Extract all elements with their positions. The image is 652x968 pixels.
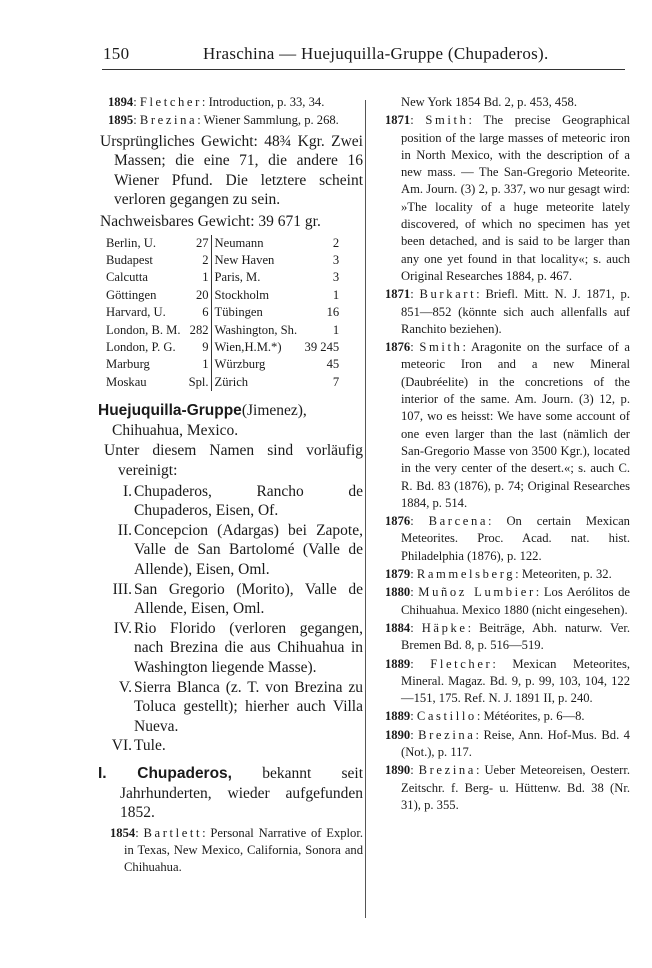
collection-row bbox=[106, 269, 341, 286]
chupaderos-references bbox=[108, 825, 363, 877]
collection-name: Würzburg bbox=[211, 356, 305, 373]
verified-weight-line: Nachweisbares Gewicht: 39 671 gr. bbox=[100, 212, 321, 230]
collection-amount: 3 bbox=[332, 252, 340, 267]
reference-entry: 1890: Brezina: Ueber Meteoreisen, Oesterr. Zeitschr. f. Berg- u. Hüttenw. Bd. 38 (Nr. 31), p. 355. bbox=[385, 763, 631, 812]
ref-year: 1890 bbox=[385, 727, 411, 742]
reference-entry: 1879: Rammelsberg: Meteoriten, p. 32. bbox=[385, 567, 612, 582]
chupaderos-description: bekannt seit Jahrhunderten, wieder aufgefunden 1852. bbox=[120, 764, 364, 822]
reference-entry: 1871: Smith: The precise Geographical position of the large masses of meteoric iron in North Mexico, with the description of a new mass. — The San-Gregorio Meteorite. Am. Journ. (3) 2, p. 337, wo nur gesagt wird: »The locality of a huge meteorite lately discovered, of which no specimen has yet been detached, and is said to be larger than any one yet found in that locality«; s. auch Original Researches 1884, p. 467. bbox=[385, 113, 630, 283]
left-column bbox=[98, 94, 364, 878]
chupaderos-title: I. Chupaderos, bbox=[98, 764, 232, 782]
ref-text: Aragonite on the surface of a meteoric Iron and a new Mineral (Daubréelite) in the concretions of the interior of the same. Am. Journ. (3) 12, p. 107, wo es heisst: We have some account of one even larger than the last (nämlich der San-Gregorio Masse von 3500 Kgr.), located in the very center of the desert.«; s. auch C. R. Bd. 83 (1876), p. 74; Original Researches 1884, p. 514. bbox=[401, 340, 631, 510]
right-column bbox=[385, 94, 630, 815]
collection-row bbox=[106, 287, 341, 304]
member-item bbox=[108, 736, 363, 756]
member-number: II. bbox=[117, 521, 132, 539]
ref-year: 1880 bbox=[385, 585, 411, 600]
ref-year: 1889 bbox=[385, 709, 411, 724]
member-text: Tule. bbox=[134, 737, 166, 755]
collection-amount: 1 bbox=[332, 287, 340, 302]
reference-entry: 1894: Fletcher: Introduction, p. 33, 34. bbox=[108, 95, 325, 109]
collection-amount: 1 bbox=[332, 322, 340, 337]
ref-year: 1895 bbox=[108, 113, 134, 128]
reference-entry: 1890: Brezina: Reise, Ann. Hof-Mus. Bd. 4 (Not.), p. 117. bbox=[385, 727, 630, 759]
collection-row bbox=[106, 322, 341, 339]
collection-name: New Haven bbox=[211, 252, 305, 269]
collection-name: Marburg bbox=[106, 357, 150, 372]
collection-amount: 1 bbox=[202, 357, 209, 372]
ref-author: Burkart bbox=[419, 287, 477, 302]
ref-text: Los Aerólitos de Chihuahua. Mexico 1880 (nicht eingesehen). bbox=[401, 585, 631, 617]
collection-amount: 20 bbox=[195, 287, 209, 302]
ref-year: 1871 bbox=[385, 113, 411, 128]
member-text: Sierra Blanca (z. T. von Brezina zu Toluca gestellt); hierher auch Villa Nueva. bbox=[134, 678, 363, 735]
ref-year: 1871 bbox=[385, 287, 411, 302]
member-item bbox=[108, 521, 363, 580]
collection-row bbox=[106, 374, 341, 391]
page-number: 150 bbox=[103, 44, 130, 63]
chupaderos-heading bbox=[98, 764, 363, 823]
section-title-name: Huejuquilla-Gruppe bbox=[98, 402, 242, 420]
collection-amount: 2 bbox=[332, 235, 340, 250]
collection-name: Calcutta bbox=[106, 270, 148, 285]
collection-name: Göttingen bbox=[106, 287, 157, 302]
collection-name: London, P. G. bbox=[106, 340, 176, 354]
collection-amount: 27 bbox=[195, 235, 209, 250]
collection-table bbox=[106, 235, 341, 392]
ref-author: Bartlett bbox=[143, 825, 203, 840]
collection-row bbox=[106, 304, 341, 321]
collection-name: Tübingen bbox=[211, 304, 305, 321]
ref-year: 1894 bbox=[108, 95, 134, 109]
member-number: V. bbox=[118, 678, 132, 696]
original-weight-paragraph: Ursprüngliches Gewicht: 48¾ Kgr. Zwei Massen; die eine 71, die andere 16 Wiener Pfund. Die letztere scheint verloren gegangen zu sein. bbox=[100, 132, 363, 209]
member-item bbox=[108, 580, 363, 619]
ref-year: 1854 bbox=[110, 825, 136, 840]
collection-row bbox=[106, 356, 341, 373]
ref-text: On certain Mexican Meteorites. Proc. Acad. nat. hist. Philadelphia (1876), p. 122. bbox=[401, 514, 630, 563]
member-number: IV. bbox=[113, 619, 132, 637]
reference-entry: 1889: Castillo: Météorites, p. 6—8. bbox=[385, 709, 585, 724]
reference-entry: 1889: Fletcher: Mexican Meteorites, Mineral. Magaz. Bd. 9, p. 99, 103, 104, 122—151, 175. Ref. N. J. 1891 II, p. 240. bbox=[385, 656, 630, 706]
collection-amount: 3 bbox=[332, 270, 340, 285]
ref-author: Castillo bbox=[416, 709, 477, 724]
header-rule bbox=[102, 69, 625, 70]
ref-text: Mexican Meteorites, Mineral. Magaz. Bd. 9, p. 99, 103, 104, 122—151, 175. Ref. N. J. 1891 II, p. 240. bbox=[401, 656, 630, 706]
collection-amount: 2 bbox=[202, 252, 209, 267]
column-divider bbox=[365, 100, 366, 918]
ref-text: Wiener Sammlung, p. 268. bbox=[203, 113, 339, 128]
ref-author: Brezina bbox=[139, 113, 198, 128]
section-title-location: (Jimenez), Chihuahua, Mexico. bbox=[112, 402, 307, 439]
section-intro: Unter diesem Namen sind vorläufig vereinigt: bbox=[104, 442, 363, 479]
collection-name: Washington, Sh. bbox=[211, 322, 305, 339]
ref-text: Briefl. Mitt. N. J. 1871, p. 851—852 (könnte sich auch allenfalls auf Ranchito beziehen). bbox=[401, 287, 630, 336]
reference-entry: 1871: Burkart: Briefl. Mitt. N. J. 1871, p. 851—852 (könnte sich auch allenfalls auf Ranchito beziehen). bbox=[385, 287, 630, 336]
reference-entry: 1880: Muñoz Lumbier: Los Aerólitos de Chihuahua. Mexico 1880 (nicht eingesehen). bbox=[385, 585, 631, 617]
ref-author: Barcena bbox=[428, 514, 489, 529]
reference-entry: 1876: Smith: Aragonite on the surface of a meteoric Iron and a new Mineral (Daubréelite) in the concretions of the interior of the same. Am. Journ. (3) 12, p. 107, wo es heisst: We have some account of one even larger than the last (nämlich der San-Gregorio Masse von 3500 Kgr.), located in the very center of the desert.«; s. auch C. R. Bd. 83 (1876), p. 74; Original Researches 1884, p. 514. bbox=[385, 340, 631, 510]
ref-year: 1890 bbox=[385, 763, 411, 778]
ref-text: Personal Narrative of Explor. in Texas, New Mexico, California, Sonora and Chihuahua. bbox=[124, 825, 364, 875]
ref-author: Smith bbox=[419, 340, 463, 355]
ref-year: 1876 bbox=[385, 340, 411, 355]
reference-entry: 1876: Barcena: On certain Mexican Meteorites. Proc. Acad. nat. hist. Philadelphia (1876), p. 122. bbox=[385, 514, 630, 563]
member-text: Chupaderos, Rancho de Chupaderos, Eisen, Of. bbox=[134, 482, 363, 520]
member-item bbox=[108, 678, 363, 737]
collection-amount: 45 bbox=[326, 357, 340, 372]
ref-year: 1879 bbox=[385, 567, 411, 582]
member-number: VI. bbox=[111, 737, 132, 755]
member-text: Rio Florido (verloren gegangen, nach Brezina die aus Chihuahua in Washington liegende Masse). bbox=[134, 619, 363, 676]
ref-year: 1884 bbox=[385, 620, 411, 635]
reference-list bbox=[385, 112, 630, 814]
collection-amount: 16 bbox=[326, 305, 340, 320]
ref-text: Ueber Meteoreisen, Oesterr. Zeitschr. f. Berg- u. Hüttenw. Bd. 38 (Nr. 31), p. 355. bbox=[401, 763, 631, 812]
collection-amount: 39 245 bbox=[304, 340, 340, 354]
collection-name: Wien,H.M.*) bbox=[211, 339, 305, 356]
collection-amount: 6 bbox=[202, 305, 209, 320]
member-number: III. bbox=[112, 580, 132, 598]
collection-name: London, B. M. bbox=[106, 322, 181, 337]
collection-name: Budapest bbox=[106, 252, 153, 267]
ref-author: Rammelsberg bbox=[416, 567, 516, 582]
collection-amount: 7 bbox=[332, 374, 340, 389]
ref-year: 1889 bbox=[385, 656, 411, 671]
reference-entry: 1884: Häpke: Beiträge, Abh. naturw. Ver. Bremen Bd. 8, p. 516—519. bbox=[385, 620, 630, 653]
collection-name: Stockholm bbox=[211, 287, 305, 304]
collection-name: Harvard, U. bbox=[106, 305, 166, 320]
reference-entry: 1895: Brezina: Wiener Sammlung, p. 268. bbox=[108, 113, 339, 128]
ref-author: Fletcher bbox=[430, 656, 493, 671]
ref-text: Meteoriten, p. 32. bbox=[521, 567, 612, 582]
reference-continuation: New York 1854 Bd. 2, p. 453, 458. bbox=[401, 95, 577, 109]
collection-amount: 1 bbox=[202, 270, 209, 285]
ref-text: Introduction, p. 33, 34. bbox=[208, 95, 325, 109]
collection-amount: 9 bbox=[202, 340, 209, 354]
ref-year: 1876 bbox=[385, 514, 411, 529]
ref-author: Smith bbox=[425, 113, 469, 128]
member-list bbox=[108, 482, 363, 756]
collection-amount: Spl. bbox=[188, 374, 209, 389]
ref-author: Muñoz Lumbier bbox=[418, 585, 536, 600]
member-item bbox=[108, 619, 363, 678]
running-title: Hraschina — Huejuquilla-Gruppe (Chupaderos). bbox=[203, 44, 549, 63]
collection-name: Zürich bbox=[211, 374, 305, 391]
ref-text: Beiträge, Abh. naturw. Ver. Bremen Bd. 8, p. 516—519. bbox=[401, 620, 630, 653]
member-number: I. bbox=[122, 482, 132, 500]
collection-row bbox=[106, 235, 341, 252]
ref-text: Météorites, p. 6—8. bbox=[483, 709, 585, 724]
ref-text: Reise, Ann. Hof-Mus. Bd. 4 (Not.), p. 117. bbox=[401, 727, 630, 759]
member-text: San Gregorio (Morito), Valle de Allende, Eisen, Oml. bbox=[134, 580, 363, 618]
collection-name: Paris, M. bbox=[211, 269, 305, 286]
ref-author: Brezina bbox=[418, 763, 476, 778]
ref-author: Häpke bbox=[421, 620, 468, 635]
ref-author: Fletcher bbox=[139, 95, 202, 109]
reference-entry: 1854: Bartlett: Personal Narrative of Explor. in Texas, New Mexico, California, Sonora and Chihuahua. bbox=[110, 825, 364, 875]
ref-text: The precise Geographical position of the large masses of meteoric iron in North Mexico, with the description of a new mass. — The San-Gregorio Meteorite. Am. Journ. (3) 2, p. 337, wo nur gesagt wird: »The locality of a huge meteorite lately discovered, of which no specimen has yet been detached, and is said to be larger than any one yet found in that locality«; s. auch Original Researches 1884, p. 467. bbox=[401, 113, 630, 283]
member-text: Concepcion (Adargas) bei Zapote, Valle de San Bartolomé (Valle de Allende), Eisen, Oml. bbox=[134, 521, 363, 578]
collection-name: Berlin, U. bbox=[106, 235, 157, 250]
collection-name: Neumann bbox=[211, 235, 305, 252]
collection-row bbox=[106, 252, 341, 269]
section-title bbox=[98, 401, 363, 440]
collection-amount: 282 bbox=[189, 322, 209, 337]
running-header bbox=[103, 44, 625, 66]
ref-author: Brezina bbox=[418, 727, 476, 742]
member-item bbox=[108, 482, 363, 521]
collection-name: Moskau bbox=[106, 374, 147, 389]
collection-row bbox=[106, 339, 341, 356]
